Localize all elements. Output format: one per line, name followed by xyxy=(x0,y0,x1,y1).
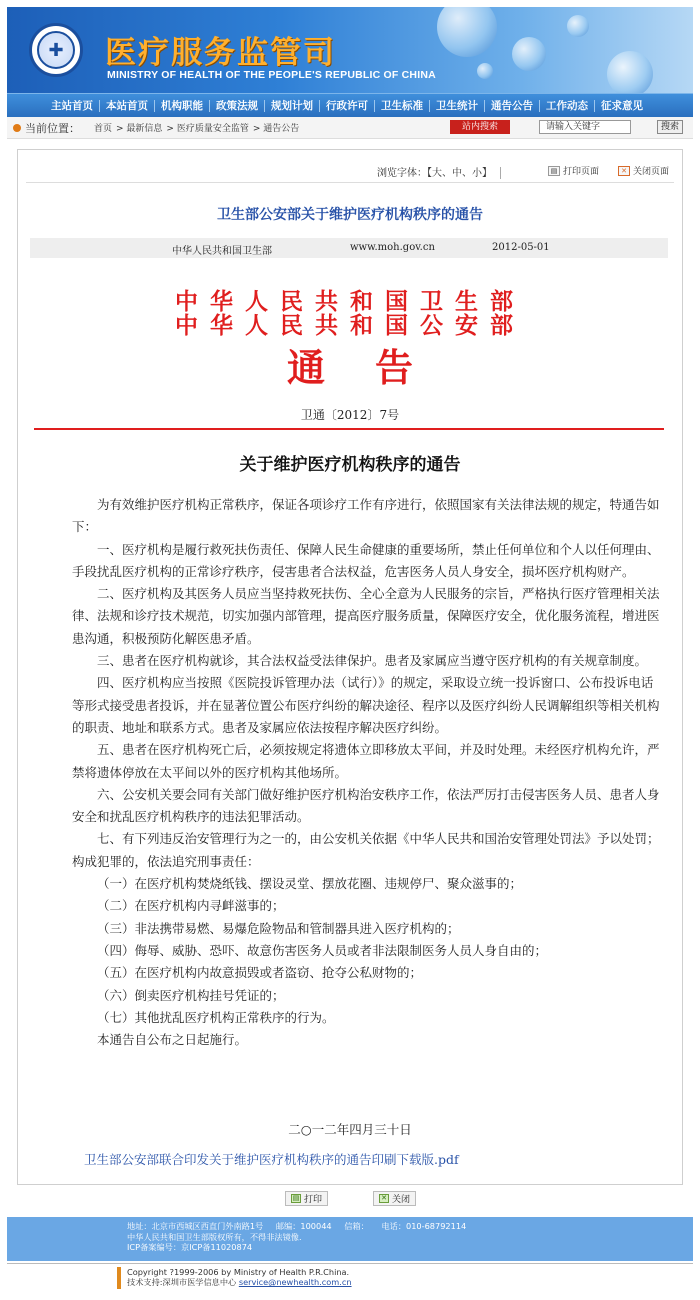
closing-line: 本通告自公布之日起施行。 xyxy=(97,1032,248,1048)
nav-item-policies[interactable]: 政策法规 xyxy=(210,100,265,112)
footer-address: 地址：北京市西城区西直门外南路1号 xyxy=(127,1221,264,1231)
ministry-emblem-icon: ✚ xyxy=(29,23,83,77)
footer-mailbox: 信箱： xyxy=(344,1221,369,1231)
notice-heading: 通告 xyxy=(286,345,463,390)
nav-item-main-home[interactable]: 主站首页 xyxy=(45,100,100,112)
close-button[interactable] xyxy=(373,1191,416,1206)
tech-support: 技术支持:深圳市医学信息中心 xyxy=(127,1277,237,1287)
issuer-public-security-ministry: 中华人民共和国公安部 xyxy=(175,312,525,339)
notice-title: 关于维护医疗机构秩序的通告 xyxy=(239,455,461,475)
paragraph: 一、医疗机构是履行救死扶伤责任、保障人民生命健康的重要场所，禁止任何单位和个人以任何理由、手段扰乱医疗机构的正常诊疗秩序，侵害患者合法权益，危害医务人员人身安全，损坏医疗机构财产。 xyxy=(72,541,660,579)
nav-item-site-home[interactable]: 本站首页 xyxy=(100,100,155,112)
nav-item-licensing[interactable]: 行政许可 xyxy=(320,100,375,112)
decor-bubble xyxy=(512,37,546,71)
copyright-text: Copyright ?1999-2006 by Ministry of Health P.R.China. xyxy=(127,1267,350,1277)
search-input[interactable]: 请输入关键字 xyxy=(539,120,631,134)
article-site: www.moh.gov.cn xyxy=(350,242,435,253)
breadcrumb-notices[interactable]: > 通告公告 xyxy=(252,124,300,134)
article-source: 中华人民共和国卫生部 xyxy=(172,246,272,257)
content-frame xyxy=(17,149,683,1185)
article-title: 卫生部公安部关于维护医疗机构秩序的通告 xyxy=(217,207,483,223)
paragraph: 五、患者在医疗机构死亡后，必须按规定将遗体立即移放太平间，并及时处理。未经医疗机构允许，严禁将遗体停放在太平间以外的医疗机构其他场所。 xyxy=(72,742,660,780)
footer-phone: 电话：010-68792114 xyxy=(381,1221,467,1231)
article-body xyxy=(72,494,662,1051)
paragraph: 三、患者在医疗机构就诊，其合法权益受法律保护。患者及家属应当遵守医疗机构的有关规章制度。 xyxy=(97,653,648,669)
print-icon: ▤ xyxy=(292,1194,300,1202)
site-subtitle: MINISTRY OF HEALTH OF THE PEOPLE'S REPUBLIC OF CHINA xyxy=(107,69,436,81)
main-nav xyxy=(7,93,693,117)
divider xyxy=(26,182,674,183)
footer-icp[interactable]: ICP备案编号：京ICP备11020874 xyxy=(127,1242,253,1252)
decor-bubble xyxy=(437,7,497,57)
location-dot-icon xyxy=(13,124,21,132)
close-page-label: 关闭页面 xyxy=(633,167,670,177)
nav-item-news[interactable]: 工作动态 xyxy=(540,100,595,112)
footer-accent-bar xyxy=(117,1267,121,1289)
nav-item-consultation[interactable]: 征求意见 xyxy=(601,99,643,112)
article-date: 2012-05-01 xyxy=(492,242,550,253)
footer-postcode: 邮编：100044 xyxy=(275,1221,332,1231)
red-divider xyxy=(34,428,664,430)
decor-bubble xyxy=(607,51,653,93)
nav-item-standards[interactable]: 卫生标准 xyxy=(375,100,430,112)
close-icon: ✕ xyxy=(379,1194,389,1203)
site-title: 医疗服务监管司 xyxy=(105,35,336,71)
document-number: 卫通〔2012〕7号 xyxy=(300,408,400,422)
article-meta xyxy=(30,238,668,258)
print-page-button[interactable] xyxy=(548,164,599,177)
footer-rights: 中华人民共和国卫生部版权所有，不得非法镜像. xyxy=(127,1231,302,1242)
print-button[interactable] xyxy=(285,1191,328,1206)
breadcrumb-latest[interactable]: > 最新信息 xyxy=(116,124,163,134)
nav-item-planning[interactable]: 规划计划 xyxy=(265,100,320,112)
page xyxy=(7,7,693,1287)
decor-bubble xyxy=(477,63,493,79)
header-banner xyxy=(7,7,693,93)
breadcrumb-home[interactable]: 首页 xyxy=(94,124,113,134)
site-search-label: 站内搜索 xyxy=(450,120,510,134)
close-icon: ✕ xyxy=(618,166,630,176)
nav-item-functions[interactable]: 机构职能 xyxy=(155,100,210,112)
paragraph: 七、有下列违反治安管理行为之一的，由公安机关依据《中华人民共和国治安管理处罚法》予以处罚；构成犯罪的，依法追究刑事责任： xyxy=(72,831,660,869)
print-page-label: 打印页面 xyxy=(563,167,600,177)
footer-info xyxy=(7,1217,693,1261)
footer-copyright xyxy=(7,1263,693,1291)
paragraph: 四、医疗机构应当按照《医院投诉管理办法（试行）》的规定，采取设立统一投诉窗口、公布投诉电话等形式接受患者投诉，并在显著位置公布医疗纠纷的解决途径、程序以及医疗纠纷人民调解组织等相关机构的职责、地址和联系方式。患者及家属应依法按程序解决医疗纠纷。 xyxy=(72,675,660,735)
paragraph: 为有效维护医疗机构正常秩序，保证各项诊疗工作有序进行，依照国家有关法律法规的规定，特通告如下： xyxy=(72,497,660,535)
list-item: （二）在医疗机构内寻衅滋事的； xyxy=(97,898,285,914)
list-item: （三）非法携带易燃、易爆危险物品和管制器具进入医疗机构的； xyxy=(97,920,460,936)
pdf-download-link[interactable]: 卫生部公安部联合印发关于维护医疗机构秩序的通告印刷下载版.pdf xyxy=(84,1152,459,1167)
print-label: 打印 xyxy=(304,1195,323,1205)
list-item: （五）在医疗机构内故意损毁或者盗窃、抢夺公私财物的； xyxy=(97,965,423,981)
search-button[interactable]: 搜索 xyxy=(657,120,683,134)
font-size-tools xyxy=(377,164,509,179)
nav-item-notices[interactable]: 通告公告 xyxy=(485,100,540,112)
nav-item-statistics[interactable]: 卫生统计 xyxy=(430,100,485,112)
list-item: （七）其他扰乱医疗机构正常秩序的行为。 xyxy=(97,1009,335,1025)
list-item: （四）侮辱、威胁、恐吓、故意伤害医务人员或者非法限制医务人员人身自由的； xyxy=(97,942,548,958)
location-bar xyxy=(7,117,693,139)
decor-bubble xyxy=(567,15,589,37)
list-item: （六）倒卖医疗机构挂号凭证的； xyxy=(97,987,285,1003)
issuer-health-ministry: 中华人民共和国卫生部 xyxy=(175,288,525,315)
list-item: （一）在医疗机构焚烧纸钱、摆设灵堂、摆放花圈、违规停尸、聚众滋事的； xyxy=(97,876,523,892)
close-page-button[interactable] xyxy=(618,164,669,177)
paragraph: 二、医疗机构及其医务人员应当坚持救死扶伤、全心全意为人民服务的宗旨，严格执行医疗管理相关法律、法规和诊疗技术规范，切实加强内部管理，提高医疗服务质量，保障医疗安全，优化服务流程，增进医患沟通，积极预防化解医患矛盾。 xyxy=(72,586,660,646)
location-label: 当前位置： xyxy=(25,121,80,135)
breadcrumb-quality[interactable]: > 医疗质量安全监管 xyxy=(166,124,249,134)
sign-date: 二○一二年四月三十日 xyxy=(288,1122,412,1137)
bottom-actions xyxy=(285,1191,445,1207)
font-size-options[interactable]: 【大、中、小】 xyxy=(427,168,492,179)
paragraph: 六、公安机关要会同有关部门做好维护医疗机构治安秩序工作，依法严厉打击侵害医务人员、患者人身安全和扰乱医疗机构秩序的违法犯罪活动。 xyxy=(72,786,660,825)
print-icon: ▤ xyxy=(548,166,560,176)
font-size-label: 浏览字体： xyxy=(377,168,427,179)
close-label: 关闭 xyxy=(392,1195,411,1205)
support-email-link[interactable]: service@newhealth.com.cn xyxy=(238,1277,352,1287)
